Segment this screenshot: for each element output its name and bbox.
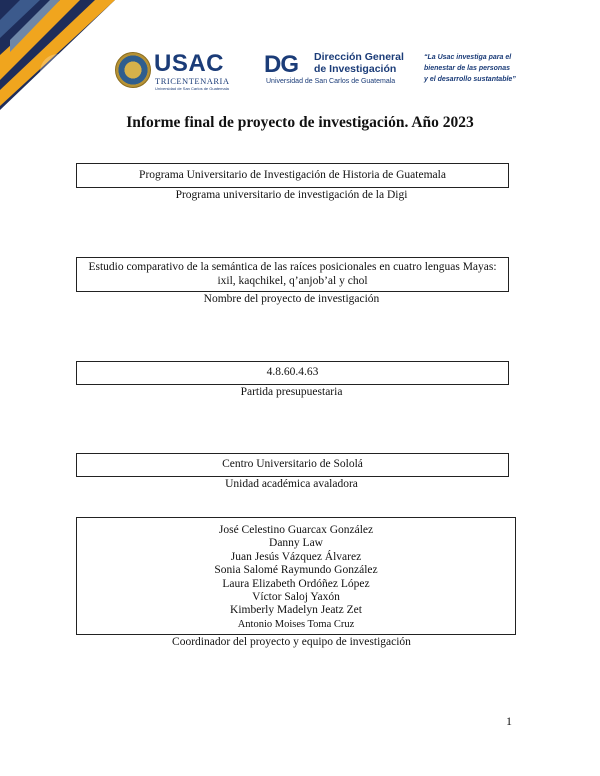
- budget-box: [76, 361, 509, 385]
- slogan-line: bienestar de las personas: [424, 65, 510, 72]
- team-member: Kimberly Madelyn Jeatz Zet: [230, 604, 362, 617]
- project-box: [76, 257, 509, 292]
- digi-mark-icon: DG: [264, 51, 298, 78]
- corner-decoration: [0, 0, 115, 110]
- unit-value: Centro Universitario de Sololá: [222, 458, 363, 470]
- header-logos: [112, 48, 542, 92]
- team-member: José Celestino Guarcax González: [218, 524, 374, 536]
- slogan-quote: [424, 52, 544, 85]
- digi-title-line1: Dirección General: [314, 51, 404, 63]
- program-box: [76, 163, 509, 188]
- digi-title-line2: de Investigación: [314, 63, 397, 75]
- project-line: Estudio comparativo de la semántica de las raíces posicionales en cuatro lenguas Mayas:: [88, 261, 497, 273]
- team-member: Antonio Moises Toma Cruz: [237, 618, 355, 630]
- project-caption: Nombre del proyecto de investigación: [203, 293, 380, 305]
- team-member: Juan Jesús Vázquez Álvarez: [230, 550, 362, 563]
- page-number: 1: [506, 714, 512, 728]
- team-member: Laura Elizabeth Ordóñez López: [222, 577, 370, 590]
- report-title: Informe final de proyecto de investigación. Año 2023: [126, 114, 474, 131]
- program-value: Programa Universitario de Investigación de Historia de Guatemala: [139, 169, 446, 181]
- project-line: ixil, kaqchikel, q’anjob’al y chol: [217, 274, 368, 287]
- usac-logo: [112, 48, 232, 92]
- budget-caption: Partida presupuestaria: [240, 386, 343, 398]
- team-caption: Coordinador del proyecto y equipo de investigación: [172, 636, 411, 648]
- slogan-line: y el desarrollo sustantable”: [424, 76, 516, 83]
- team-member: Danny Law: [269, 537, 323, 550]
- unit-box: [76, 453, 509, 477]
- usac-tagline: Universidad de San Carlos de Guatemala: [155, 86, 229, 91]
- unit-caption: Unidad académica avaladora: [225, 478, 358, 490]
- team-member: Sonia Salomé Raymundo González: [214, 564, 378, 577]
- digi-university: Universidad de San Carlos de Guatemala: [266, 78, 396, 85]
- usac-seal-icon: [115, 52, 151, 88]
- slogan-line: “La Usac investiga para el: [424, 54, 512, 61]
- team-box: [76, 517, 516, 635]
- usac-wordmark: USAC: [154, 50, 225, 77]
- program-caption: Programa universitario de investigación de la Digi: [175, 189, 408, 201]
- budget-value: 4.8.60.4.63: [266, 366, 319, 378]
- digi-logo: [264, 48, 404, 92]
- team-member: Víctor Saloj Yaxón: [252, 591, 340, 604]
- usac-subtitle: TRICENTENARIA: [155, 76, 230, 86]
